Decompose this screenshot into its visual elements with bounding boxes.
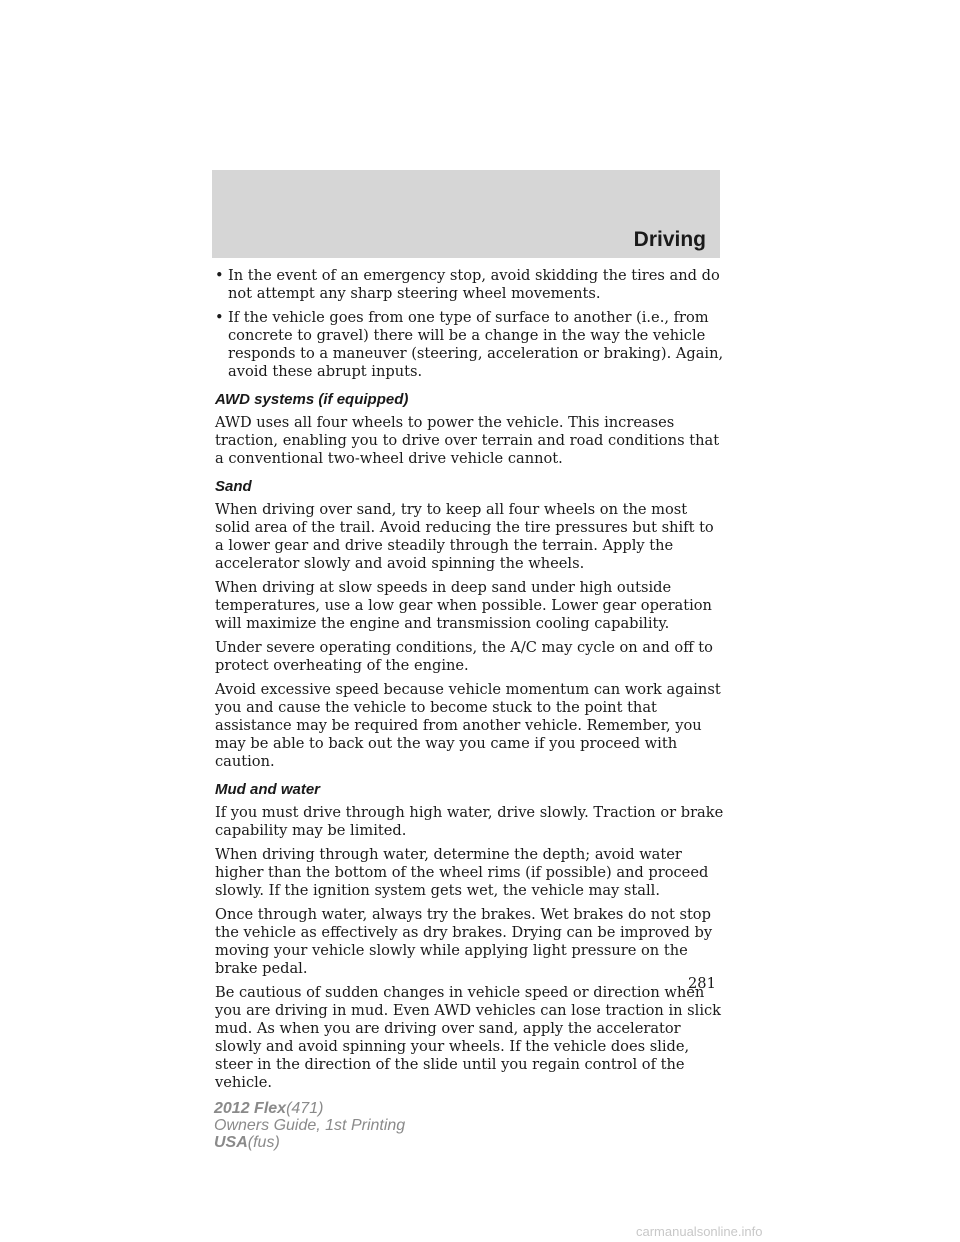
section-title: Driving — [633, 228, 706, 251]
footer-line-model — [214, 1100, 405, 1117]
bullet-dot-icon: • — [215, 267, 224, 284]
paragraph: When driving through water, determine the depth; avoid water higher than the bottom of the wheel rims (if possible) and proceed slowly. If the ignition system gets wet, the vehicle may stall. — [215, 846, 709, 899]
footer-line-region — [214, 1134, 405, 1151]
footer-model: 2012 Flex — [214, 1100, 287, 1117]
section-heading-sand: Sand — [215, 478, 252, 495]
watermark: carmanualsonline.info — [636, 1224, 763, 1239]
footer-line-guide: Owners Guide, 1st Printing — [214, 1117, 406, 1134]
paragraph: Avoid excessive speed because vehicle momentum can work against you and cause the vehicle to become stuck to the point that assistance may be required from another vehicle. Remember, you may be able to back out the way you came if you proceed with caution. — [215, 681, 721, 770]
paragraph: When driving at slow speeds in deep sand under high outside temperatures, use a low gear when possible. Lower gear operation will maximize the engine and transmission cooling capability. — [215, 579, 712, 632]
section-header-band — [212, 170, 720, 258]
section-heading-mud-water: Mud and water — [215, 781, 321, 798]
paragraph: When driving over sand, try to keep all four wheels on the most solid area of the trail. Avoid reducing the tire pressures but shift to a lower gear and drive steadily through the terrain. Apply the accelerator slowly and avoid spinning the wheels. — [215, 501, 714, 572]
paragraph: Under severe operating conditions, the A/C may cycle on and off to protect overheating of the engine. — [215, 639, 713, 674]
print-footer — [214, 1100, 405, 1151]
bullet-text: In the event of an emergency stop, avoid skidding the tires and do not attempt any sharp steering wheel movements. — [228, 267, 720, 302]
footer-region-code: (fus) — [247, 1134, 280, 1151]
paragraph: Be cautious of sudden changes in vehicle speed or direction when you are driving in mud. Even AWD vehicles can lose traction in slick mud. As when you are driving over sand, apply the accelerator slowly and avoid spinning your wheels. If the vehicle does slide, steer in the direction of the slide until you regain control of the vehicle. — [215, 984, 722, 1091]
paragraph: AWD uses all four wheels to power the vehicle. This increases traction, enabling you to drive over terrain and road conditions that a conventional two-wheel drive vehicle cannot. — [215, 414, 720, 467]
page-number: 281 — [688, 975, 716, 992]
footer-region: USA — [214, 1134, 248, 1151]
page-content — [215, 267, 725, 1098]
bullet-text: If the vehicle goes from one type of surface to another (i.e., from concrete to gravel) there will be a change in the way the vehicle responds to a maneuver (steering, acceleration or braking). Again, avoid these abrupt inputs. — [228, 309, 724, 380]
bullet-item — [215, 267, 725, 303]
footer-model-code: (471) — [286, 1100, 324, 1117]
bullet-dot-icon: • — [215, 309, 224, 326]
section-heading-awd: AWD systems (if equipped) — [215, 391, 409, 408]
bullet-item — [215, 309, 725, 381]
paragraph: Once through water, always try the brakes. Wet brakes do not stop the vehicle as effectively as dry brakes. Drying can be improved by moving your vehicle slowly while applying light pressure on the brake pedal. — [215, 906, 713, 977]
paragraph: If you must drive through high water, drive slowly. Traction or brake capability may be limited. — [215, 804, 724, 839]
